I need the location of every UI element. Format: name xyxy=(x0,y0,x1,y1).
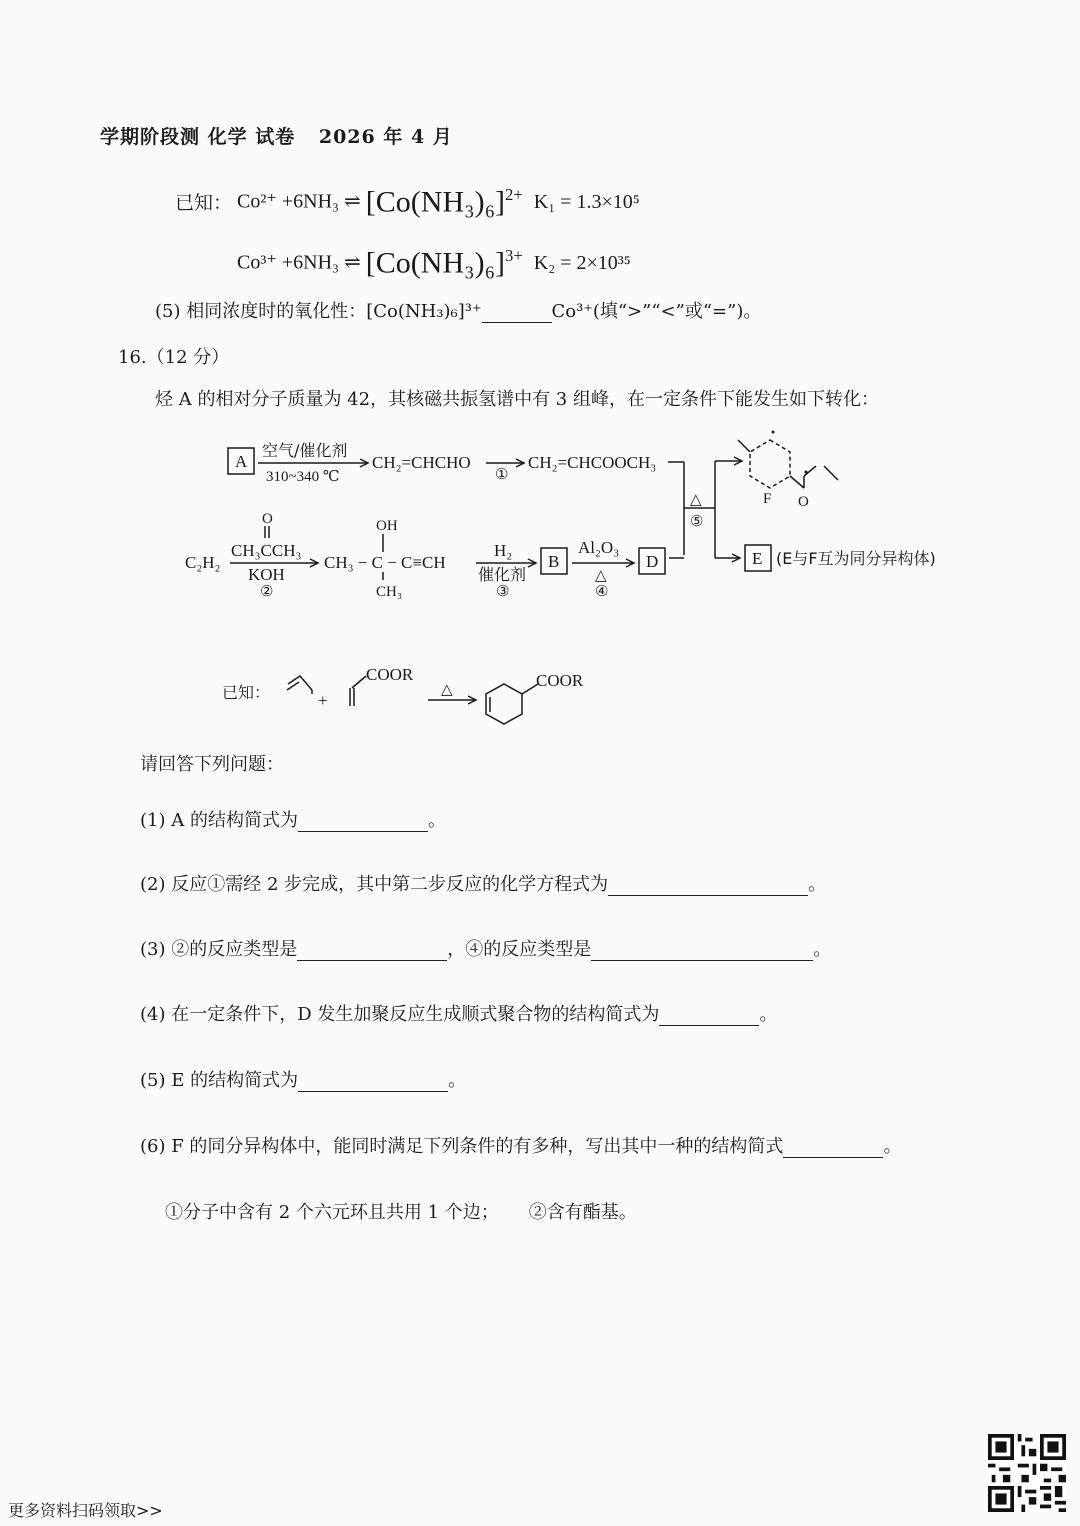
problem-intro: 烃 A 的相对分子质量为 42，其核磁共振氢谱中有 3 组峰，在一定条件下能发生如下转化： xyxy=(155,389,879,410)
answer-blank[interactable] xyxy=(659,1006,759,1026)
f-label: F xyxy=(763,491,772,507)
problem-number: 16.（12 分） xyxy=(118,347,230,368)
answer-blank[interactable] xyxy=(297,941,447,961)
acetone-o: O xyxy=(262,511,273,527)
diene-1 xyxy=(288,676,312,690)
o-label: O xyxy=(798,494,809,510)
question-3: (3) ②的反应类型是 ，④的反应类型是 。 xyxy=(140,939,832,960)
product-f-ring xyxy=(750,440,790,488)
known2-label: 已知： xyxy=(222,683,271,702)
alkynol-oh: OH xyxy=(376,518,398,534)
known-label: 已知： xyxy=(175,192,233,214)
methyl-acrylate: CH₂=CHCOOCH₃ xyxy=(528,453,657,472)
koh: KOH xyxy=(248,565,285,584)
alkynol: CH₃ − C − C≡CH xyxy=(324,553,446,572)
product-ring xyxy=(486,684,522,724)
coor-reactant: COOR xyxy=(366,665,414,684)
equilibrium-2: Co³⁺ +6NH₃ ⇌ $[Co(NH_3)_6]^{3+}$ K₂ = 2×10³⁵ xyxy=(237,246,631,280)
qr-code-icon[interactable] xyxy=(988,1434,1066,1512)
answer-blank[interactable] xyxy=(298,1072,448,1092)
answer-blank[interactable] xyxy=(591,941,813,961)
box-a-label: A xyxy=(235,452,248,471)
question-4: (4) 在一定条件下，D 发生加聚反应生成顺式聚合物的结构简式为 。 xyxy=(140,1004,778,1025)
box-d-label: D xyxy=(646,552,659,571)
question-6: (6) F 的同分异构体中，能同时满足下列条件的有多种，写出其中一种的结构简式 。 xyxy=(140,1136,902,1157)
coor-product: COOR xyxy=(536,671,584,690)
k1-value: K₁ = 1.3×10⁵ xyxy=(533,190,640,213)
question-2: (2) 反应①需经 2 步完成，其中第二步反应的化学方程式为 。 xyxy=(140,874,827,895)
question-1: (1) A 的结构简式为 。 xyxy=(140,810,446,831)
condition-a-bottom: 310~340 ℃ xyxy=(266,469,340,485)
step-2: ② xyxy=(260,584,274,600)
answer-blank[interactable] xyxy=(608,876,808,896)
answer-blank[interactable] xyxy=(783,1138,883,1158)
step-3: ③ xyxy=(496,584,510,600)
answer-blank[interactable] xyxy=(298,812,428,832)
ask-heading: 请回答下列问题： xyxy=(140,754,284,775)
exam-title: 学期阶段测 化学 试卷 xyxy=(100,126,296,148)
conditions: ①分子中含有 2 个六元环且共用 1 个边； ②含有酯基。 xyxy=(165,1202,637,1223)
acrolein: CH₂=CHCHO xyxy=(372,453,471,472)
catalyst-label: 催化剂 xyxy=(478,565,527,584)
footer-link[interactable]: 更多资料扫码领取>> xyxy=(8,1501,163,1520)
step-5: ⑤ xyxy=(690,514,704,530)
previous-question-5: (5) 相同浓度时的氧化性：[Co(NH₃)₆]³⁺ Co³⁺(填“>”“<”或“=”)。 xyxy=(155,301,762,322)
condition-a-top: 空气/催化剂 xyxy=(262,441,348,460)
known2-heat: △ xyxy=(441,682,453,698)
acetone: CH₃CCH₃ xyxy=(231,541,302,560)
k2-value: K₂ = 2×10³⁵ xyxy=(533,251,631,274)
reaction-scheme xyxy=(0,0,1080,760)
heat-4: △ xyxy=(595,568,607,584)
exam-date: 2026 年 4 月 xyxy=(318,126,453,148)
al2o3-reagent: Al₂O₃ xyxy=(578,538,620,557)
heat-5: △ xyxy=(690,492,702,508)
step-1: ① xyxy=(495,467,509,483)
equilibrium-1: Co²⁺ +6NH₃ ⇌ $[Co(NH_3)_6]^{2+}$ K₁ = 1.3×10⁵ xyxy=(237,185,640,219)
box-e-label: E xyxy=(752,549,763,568)
step-4: ④ xyxy=(595,584,609,600)
acetylene: C₂H₂ xyxy=(185,553,221,572)
h2-reagent: H₂ xyxy=(494,541,513,560)
e-note: (E与F互为同分异构体) xyxy=(776,549,936,568)
question-5: (5) E 的结构简式为 。 xyxy=(140,1070,467,1091)
svg-text:+: + xyxy=(318,691,328,710)
box-b-label: B xyxy=(548,552,560,571)
alkynol-ch3: CH₃ xyxy=(376,584,403,600)
